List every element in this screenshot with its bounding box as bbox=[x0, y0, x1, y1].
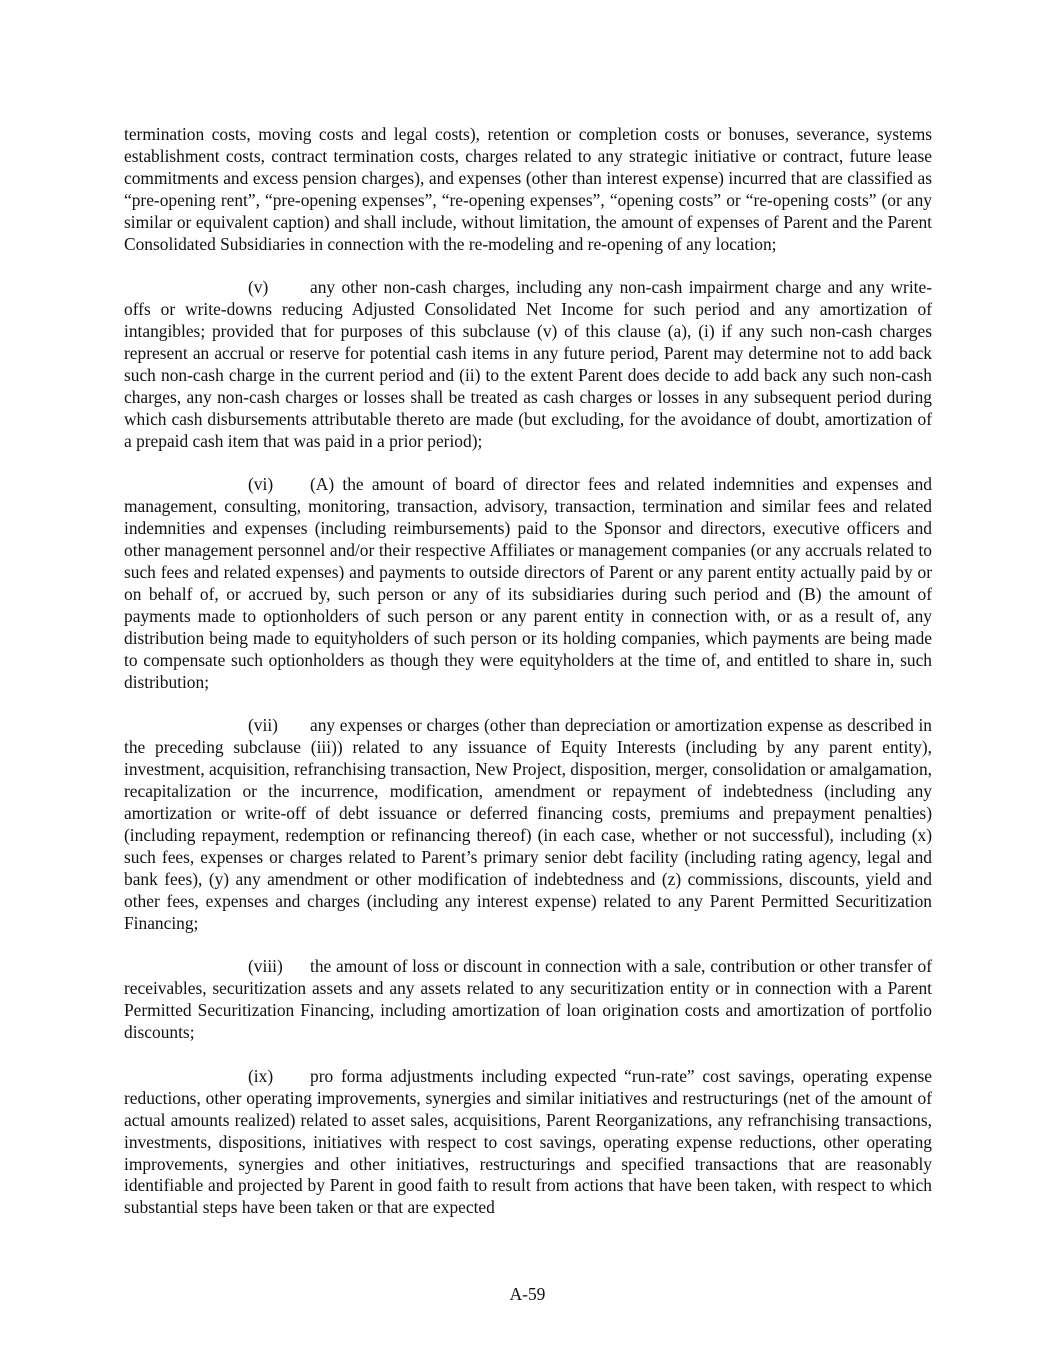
clause-vi bbox=[124, 474, 932, 693]
clause-ix bbox=[124, 1066, 932, 1219]
clause-number: (vi) bbox=[248, 474, 274, 495]
clause-text: pro forma adjustments including expected “run-rate” cost savings, operating expense reductions, other operating improvements, synergies and similar initiatives and restructurings (net of the amount of actual amounts realized) related to asset sales, acquisitions, Parent Reorganizations, any refranchising transactions, investments, dispositions, initiatives with respect to cost savings, operating expense reductions, other operating improvements, synergies and other initiatives, restructurings and specified transactions that are reasonably identifiable and projected by Parent in good faith to result from actions that have been taken, with respect to which substantial steps have been taken or that are expected bbox=[124, 1065, 932, 1218]
clause-number: (v) bbox=[248, 277, 269, 298]
clause-text: any other non-cash charges, including any non-cash impairment charge and any write-offs or write-downs reducing Adjusted Consolidated Net Income for such period and any amortization of intangibles; provided that for purposes of this subclause (v) of this clause (a), (i) if any such non-cash charges represent an accrual or reserve for potential cash items in any future period, Parent may determine not to add back such non-cash charge in the current period and (ii) to the extent Parent does decide to add back any such non-cash charges, any non-cash charges or losses shall be treated as cash charges or losses in any subsequent period during which cash disbursements attributable thereto are made (but excluding, for the avoidance of doubt, amortization of a prepaid cash item that was paid in a prior period); bbox=[124, 277, 932, 451]
continuation-paragraph: termination costs, moving costs and legal costs), retention or completion costs or bonuses, severance, systems establishment costs, contract termination costs, charges related to any strategic initiative or contract, future lease commitments and excess pension charges), and expenses (other than interest expense) incurred that are classified as “pre-opening rent”, “pre-opening expenses”, “re-opening expenses”, “opening costs” or “re-opening costs” (or any similar or equivalent caption) and shall include, without limitation, the amount of expenses of Parent and the Parent Consolidated Subsidiaries in connection with the re-modeling and re-opening of any location; bbox=[124, 124, 932, 254]
clause-vii bbox=[124, 715, 932, 934]
clause-v bbox=[124, 277, 932, 452]
clause-number: (vii) bbox=[248, 715, 278, 736]
clause-viii bbox=[124, 956, 932, 1044]
clause-text: (A) the amount of board of director fees and related indemnities and expenses and management, consulting, monitoring, transaction, advisory, transaction, termination and similar fees and related indemnities and expenses (including reimbursements) paid to the Sponsor and directors, executive officers and other management personnel and/or their respective Affiliates or management companies (or any accruals related to such fees and related expenses) and payments to outside directors of Parent or any parent entity actually paid by or on behalf of, or accrued by, such person or any of its subsidiaries during such period and (B) the amount of payments made to optionholders of such person or any parent entity in connection with, or as a result of, any distribution being made to equityholders of such person or its holding companies, which payments are being made to compensate such optionholders as though they were equityholders at the time of, and entitled to share in, such distribution; bbox=[124, 474, 932, 692]
document-body bbox=[124, 124, 932, 1241]
clause-text: any expenses or charges (other than depreciation or amortization expense as described in the preceding subclause (iii)) related to any issuance of Equity Interests (including by any parent entity), investment, acquisition, refranchising transaction, New Project, disposition, merger, consolidation or amalgamation, recapitalization or the incurrence, modification, amendment or repayment of indebtedness (including any amortization or write-off of debt issuance or deferred financing costs, premiums and prepayment penalties) (including repayment, redemption or refinancing thereof) (in each case, whether or not successful), including (x) such fees, expenses or charges related to Parent’s primary senior debt facility (including rating agency, legal and bank fees), (y) any amendment or other modification of indebtedness and (z) commissions, discounts, yield and other fees, expenses and charges (including any interest expense) related to any Parent Permitted Securitization Financing; bbox=[124, 715, 932, 933]
clause-number: (ix) bbox=[248, 1065, 274, 1086]
clause-number: (viii) bbox=[248, 956, 283, 977]
clause-text: the amount of loss or discount in connection with a sale, contribution or other transfer of receivables, securitization assets and any assets related to any securitization entity or in connection with a Parent Permitted Securitization Financing, including amortization of loan origination costs and amortization of portfolio discounts; bbox=[124, 956, 932, 1043]
page-number: A-59 bbox=[509, 1284, 546, 1304]
